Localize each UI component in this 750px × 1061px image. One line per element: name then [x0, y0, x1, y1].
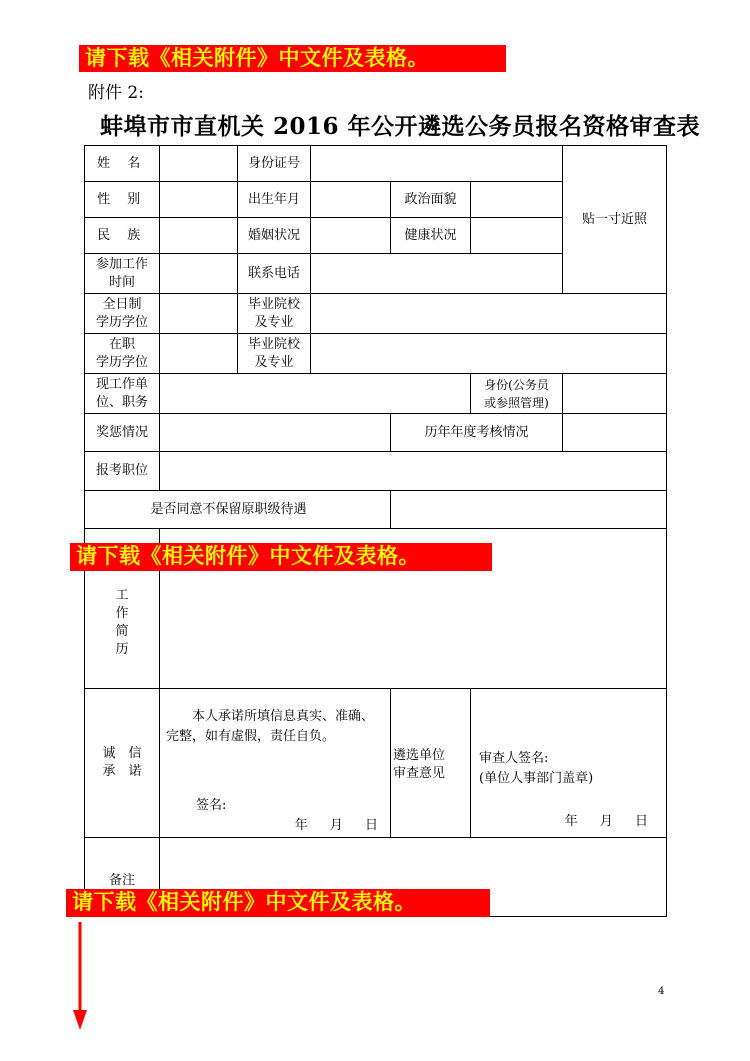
annual-review-field[interactable] — [563, 414, 667, 452]
gender-label: 性 别 — [85, 182, 160, 218]
political-label: 政治面貌 — [391, 182, 471, 218]
attachment-label: 附件 2: — [88, 83, 144, 103]
birth-label: 出生年月 — [238, 182, 311, 218]
form-title: 蚌埠市市直机关 2016 年公开遴选公务员报名资格审查表 — [100, 113, 701, 140]
remarks-label: 备注 — [85, 838, 160, 917]
current-unit-label: 现工作单 位、职务 — [85, 374, 160, 414]
pledge-signature-label: 签名: — [196, 798, 227, 813]
birth-field[interactable] — [311, 182, 391, 218]
id-number-label: 身份证号 — [238, 146, 311, 182]
current-unit-field[interactable] — [160, 374, 471, 414]
fulltime-edu-label: 全日制 学历学位 — [85, 294, 160, 334]
work-start-label: 参加工作 时间 — [85, 254, 160, 294]
down-arrow-icon — [70, 922, 90, 1032]
marital-field[interactable] — [311, 218, 391, 254]
annual-review-label: 历年年度考核情况 — [391, 414, 563, 452]
name-field[interactable] — [160, 146, 238, 182]
identity-field[interactable] — [563, 374, 667, 414]
health-field[interactable] — [471, 218, 563, 254]
inservice-edu-field[interactable] — [160, 334, 238, 374]
work-start-field[interactable] — [160, 254, 238, 294]
phone-field[interactable] — [311, 254, 563, 294]
inservice-school-label: 毕业院校 及专业 — [238, 334, 311, 374]
rewards-label: 奖惩情况 — [85, 414, 160, 452]
agree-label: 是否同意不保留原职级待遇 — [85, 491, 391, 529]
phone-label: 联系电话 — [238, 254, 311, 294]
pledge-date: 年 月 日 — [294, 818, 378, 833]
auditor-signature-label: 审查人签名: — [479, 751, 549, 766]
page-number: 4 — [658, 986, 665, 997]
gender-field[interactable] — [160, 182, 238, 218]
political-field[interactable] — [471, 182, 563, 218]
inservice-school-field[interactable] — [311, 334, 667, 374]
auditor-date: 年 月 日 — [564, 814, 649, 829]
health-label: 健康状况 — [391, 218, 471, 254]
pledge-label: 诚 信 承 诺 — [85, 689, 160, 838]
download-banner-middle[interactable]: 请下载《相关附件》中文件及表格。 — [70, 543, 492, 571]
inservice-edu-label: 在职 学历学位 — [85, 334, 160, 374]
download-banner-top[interactable]: 请下载《相关附件》中文件及表格。 — [79, 45, 506, 72]
pledge-cell — [160, 689, 391, 838]
photo-box: 贴一寸近照 — [563, 146, 667, 294]
identity-label: 身份(公务员 或参照管理) — [471, 374, 563, 414]
registration-form-table — [84, 145, 667, 917]
fulltime-school-field[interactable] — [311, 294, 667, 334]
resume-label: 工 作 简 历 — [85, 529, 160, 689]
id-number-field[interactable] — [311, 146, 563, 182]
rewards-field[interactable] — [160, 414, 391, 452]
marital-label: 婚姻状况 — [238, 218, 311, 254]
pledge-text: 本人承诺所填信息真实、准确、完整，如有虚假，责任自负。 — [166, 709, 375, 744]
position-field[interactable] — [160, 452, 667, 491]
fulltime-school-label: 毕业院校 及专业 — [238, 294, 311, 334]
auditor-stamp-label: (单位人事部门盖章) — [479, 771, 594, 786]
fulltime-edu-field[interactable] — [160, 294, 238, 334]
ethnicity-field[interactable] — [160, 218, 238, 254]
auditor-cell[interactable] — [471, 689, 667, 838]
unit-review-label: 遴选单位 审查意见 — [391, 689, 471, 838]
name-label: 姓 名 — [85, 146, 160, 182]
agree-field[interactable] — [391, 491, 667, 529]
ethnicity-label: 民 族 — [85, 218, 160, 254]
position-label: 报考职位 — [85, 452, 160, 491]
download-banner-bottom[interactable]: 请下载《相关附件》中文件及表格。 — [66, 889, 490, 917]
